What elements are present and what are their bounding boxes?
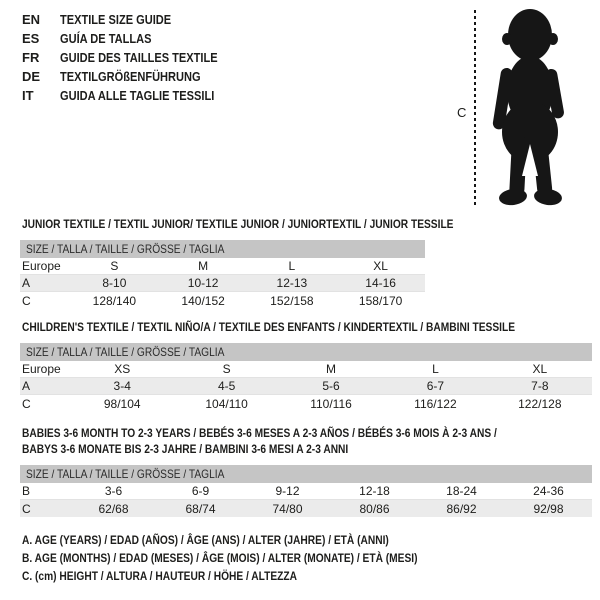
table-cell: 6-7 (426, 379, 445, 393)
table-cell: 12-18 (359, 484, 390, 498)
table-rows (20, 361, 592, 412)
height-measure-dashed-line (474, 10, 476, 207)
table-cell: XS (114, 362, 131, 376)
measure-note (22, 569, 487, 587)
table-title (20, 319, 592, 335)
size-table-section (20, 425, 592, 517)
table-cell: 98/104 (103, 396, 141, 411)
size-table-section (20, 216, 454, 309)
table-cell: 5-6 (322, 379, 340, 393)
table-row (20, 258, 425, 275)
size-header-label: SIZE / TALLA / TAILLE / GRÖSSE / TAGLIA (26, 345, 225, 359)
table-cell: 4-5 (217, 379, 236, 393)
table-cell: S (222, 362, 231, 376)
language-row (22, 48, 245, 67)
table-cell: 7-8 (531, 379, 549, 393)
language-title: GUIDA ALLE TAGLIE TESSILI (60, 88, 215, 103)
table-rows (20, 483, 592, 517)
row-label: B (22, 484, 31, 498)
language-code: FR (22, 50, 40, 65)
table-row (20, 361, 592, 378)
language-title: GUIDE DES TAILLES TEXTILE (60, 50, 218, 65)
table-cell: 74/80 (272, 501, 303, 516)
table-cell: 128/140 (92, 293, 137, 308)
table-title (20, 425, 592, 457)
size-header-label: SIZE / TALLA / TAILLE / GRÖSSE / TAGLIA (26, 242, 225, 256)
language-row (22, 86, 245, 105)
table-cell: 80/86 (359, 501, 390, 516)
language-title: TEXTILGRÖßENFÜHRUNG (60, 69, 201, 84)
row-label: A (22, 276, 31, 290)
table-cell: 140/152 (181, 293, 225, 308)
language-title: GUÍA DE TALLAS (60, 31, 152, 46)
measure-note (22, 551, 487, 569)
table-cell: 10-12 (187, 276, 219, 290)
row-label: Europe (22, 259, 61, 273)
table-title-text: BABYS 3-6 MONATE BIS 2-3 JAHRE / BAMBINI 3-6 MESI A 2-3 ANNI (22, 442, 349, 456)
table-cell: L (288, 259, 296, 273)
measure-notes (22, 533, 487, 587)
table-cell: XL (373, 259, 388, 273)
baby-silhouette-icon (484, 8, 574, 208)
baby-figure (440, 0, 600, 215)
row-label: C (22, 396, 31, 411)
table-rows (20, 258, 425, 309)
table-title-line (22, 216, 454, 232)
table-title (20, 216, 454, 232)
table-cell: 3-6 (104, 484, 123, 498)
table-cell: 18-24 (446, 484, 477, 498)
table-title-line (22, 319, 592, 335)
table-cell: 158/170 (358, 293, 403, 308)
note-text: B. AGE (MONTHS) / EDAD (MESES) / ÂGE (MOIS) / ALTER (MONATE) / ETÀ (MESI) (22, 551, 418, 565)
language-title-list (22, 10, 245, 105)
table-cell: 122/128 (518, 396, 562, 411)
measure-note (22, 533, 487, 551)
language-code: ES (22, 31, 40, 46)
language-code: EN (22, 12, 41, 27)
row-label: C (22, 501, 31, 516)
size-header-bar (20, 240, 425, 258)
table-cell: 6-9 (191, 484, 210, 498)
table-cell: M (198, 259, 209, 273)
table-row (20, 378, 592, 395)
language-code: IT (22, 88, 34, 103)
height-measure-label: C (457, 105, 467, 120)
table-cell: M (326, 362, 337, 376)
table-row (20, 395, 592, 412)
table-cell: S (110, 259, 119, 273)
table-title-line (22, 425, 592, 441)
note-text: A. AGE (YEARS) / EDAD (AÑOS) / ÂGE (ANS) / ALTER (JAHRE) / ETÀ (ANNI) (22, 533, 389, 547)
row-label: Europe (22, 362, 61, 376)
table-cell: 12-13 (276, 276, 308, 290)
table-cell: 68/74 (185, 501, 216, 516)
table-title-text: JUNIOR TEXTILE / TEXTIL JUNIOR/ TEXTILE JUNIOR / JUNIORTEXTIL / JUNIOR TESSILE (22, 217, 454, 231)
note-text: C. (cm) HEIGHT / ALTURA / HAUTEUR / HÖHE / ALTEZZA (22, 569, 298, 583)
size-header-bar (20, 343, 592, 361)
row-label: A (22, 379, 31, 393)
table-row (20, 483, 592, 500)
table-row (20, 275, 425, 292)
row-label: C (22, 293, 31, 308)
language-code: DE (22, 69, 41, 84)
table-cell: 104/110 (205, 396, 248, 411)
language-row (22, 29, 245, 48)
language-title: TEXTILE SIZE GUIDE (60, 12, 172, 27)
table-title-text: BABIES 3-6 MONTH TO 2-3 YEARS / BEBÉS 3-6 MESES A 2-3 AÑOS / BÉBÉS 3-6 MOIS À 2-3 ANS / (22, 426, 497, 440)
size-table-section (20, 319, 592, 412)
size-header-bar (20, 465, 592, 483)
table-cell: 14-16 (365, 276, 396, 290)
size-header-label: SIZE / TALLA / TAILLE / GRÖSSE / TAGLIA (26, 467, 225, 481)
table-cell: 62/68 (98, 501, 129, 516)
table-cell: 8-10 (102, 276, 127, 290)
table-title-text: CHILDREN'S TEXTILE / TEXTIL NIÑO/A / TEXTILE DES ENFANTS / KINDERTEXTIL / BAMBINI TESSILE (22, 320, 516, 334)
table-cell: 3-4 (113, 379, 131, 393)
table-title-line (22, 441, 592, 457)
table-cell: 24-36 (533, 484, 564, 498)
language-row (22, 67, 245, 86)
table-cell: 152/158 (270, 293, 314, 308)
table-cell: 9-12 (275, 484, 300, 498)
table-cell: 86/92 (446, 501, 477, 516)
table-row (20, 500, 592, 517)
table-cell: 110/116 (310, 396, 352, 411)
table-row (20, 292, 425, 309)
table-cell: 92/98 (533, 501, 564, 516)
table-cell: L (432, 362, 439, 376)
language-row (22, 10, 245, 29)
table-cell: 116/122 (414, 396, 457, 411)
table-cell: XL (532, 362, 548, 376)
